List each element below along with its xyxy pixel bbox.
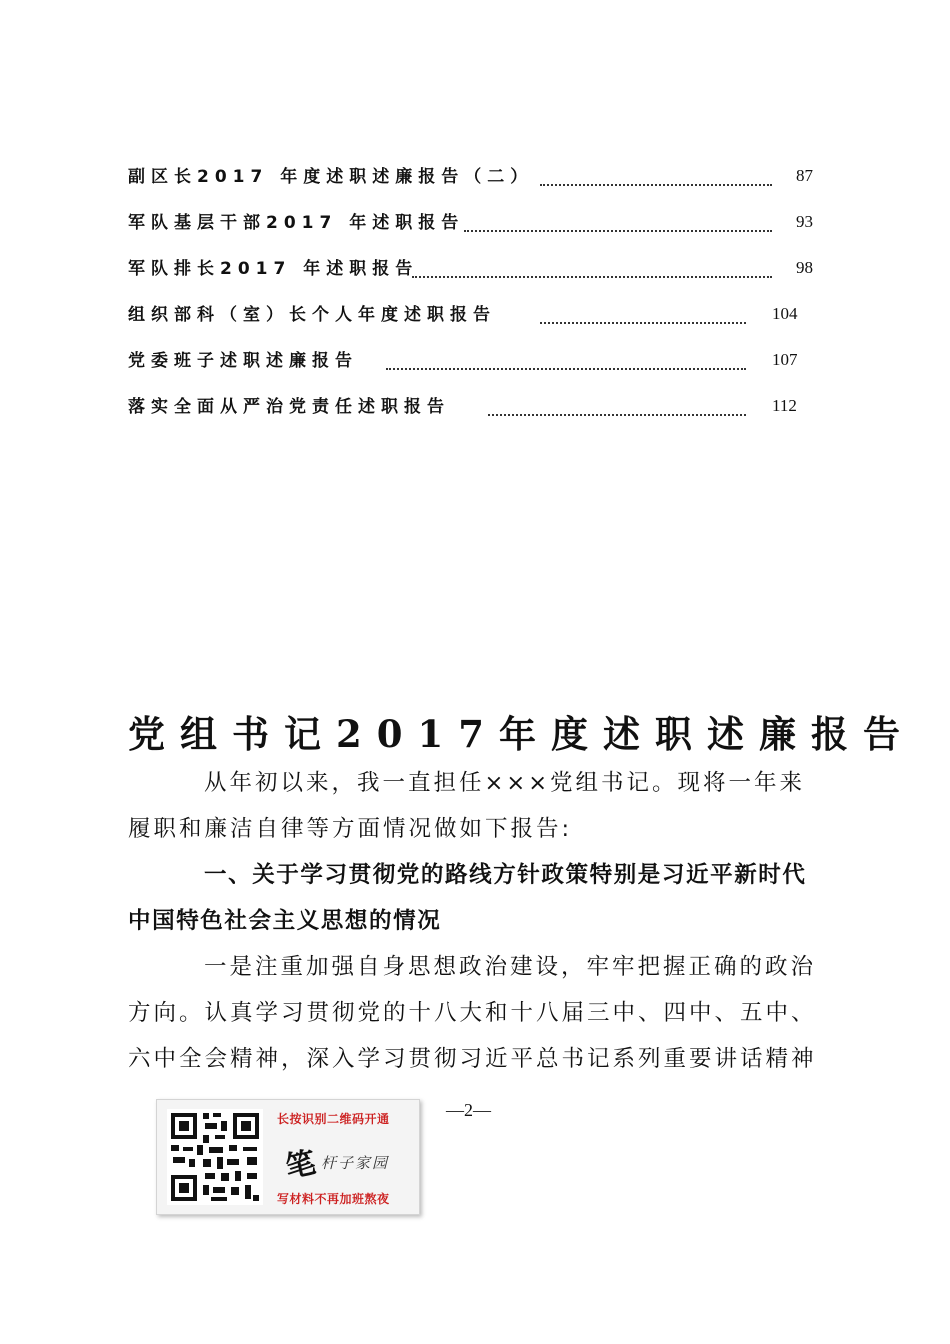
toc-entry-page: 112	[772, 396, 797, 415]
toc-entry[interactable]	[128, 162, 828, 208]
toc-entry-page: 93	[796, 212, 813, 231]
toc-entry-page: 87	[796, 166, 813, 185]
toc-entry-page: 98	[796, 258, 813, 277]
toc-leader-dots	[464, 218, 772, 232]
toc-entry-title: 党委班子述职述廉报告	[128, 351, 358, 371]
promo-brand-logo	[282, 1144, 405, 1186]
toc-leader-dots	[540, 310, 746, 324]
promo-scan-text: 长按识别二维码开通	[277, 1112, 390, 1126]
intro-paragraph: 从年初以来，我一直担任×××党组书记。现将一年来履职和廉洁自律等方面情况做如下报告:	[128, 770, 806, 842]
table-of-contents	[128, 162, 828, 438]
toc-entry-title: 军队排长2017 年述职报告	[128, 259, 419, 279]
body-paragraph: 一是注重加强自身思想政治建设，牢牢把握正确的政治方向。认真学习贯彻党的十八大和十八届三中、四中、五中、六中全会精神，深入学习贯彻习近平总书记系列重要讲话精神	[128, 954, 817, 1072]
toc-entry-page: 104	[772, 304, 798, 323]
qr-code-graphic	[167, 1109, 263, 1205]
toc-entry-page: 107	[772, 350, 798, 369]
toc-entry-title: 落实全面从严治党责任述职报告	[128, 397, 450, 417]
toc-leader-dots	[386, 356, 746, 370]
qr-code[interactable]	[167, 1109, 263, 1205]
toc-entry-title: 副区长2017 年度述职述廉报告（二）	[128, 167, 534, 187]
promo-card[interactable]	[156, 1099, 420, 1215]
document-title: 党组书记2017年度述职述廉报告	[128, 712, 915, 756]
toc-leader-dots	[412, 264, 772, 278]
promo-tagline: 写材料不再加班熬夜	[277, 1192, 390, 1206]
page-number: —2—	[446, 1100, 491, 1120]
brand-mark: 笔	[282, 1145, 320, 1186]
toc-entry[interactable]	[128, 346, 828, 392]
toc-entry-title: 军队基层干部2017 年述职报告	[128, 213, 465, 233]
brand-name: 杆子家园	[321, 1154, 390, 1172]
toc-leader-dots	[488, 402, 746, 416]
section-heading: 一、关于学习贯彻党的路线方针政策特别是习近平新时代中国特色社会主义思想的情况	[128, 862, 807, 934]
toc-entry[interactable]	[128, 254, 828, 300]
toc-entry[interactable]	[128, 300, 828, 346]
toc-entry[interactable]	[128, 208, 828, 254]
toc-entry[interactable]	[128, 392, 828, 438]
toc-entry-title: 组织部科（室）长个人年度述职报告	[128, 305, 496, 325]
toc-leader-dots	[540, 172, 772, 186]
